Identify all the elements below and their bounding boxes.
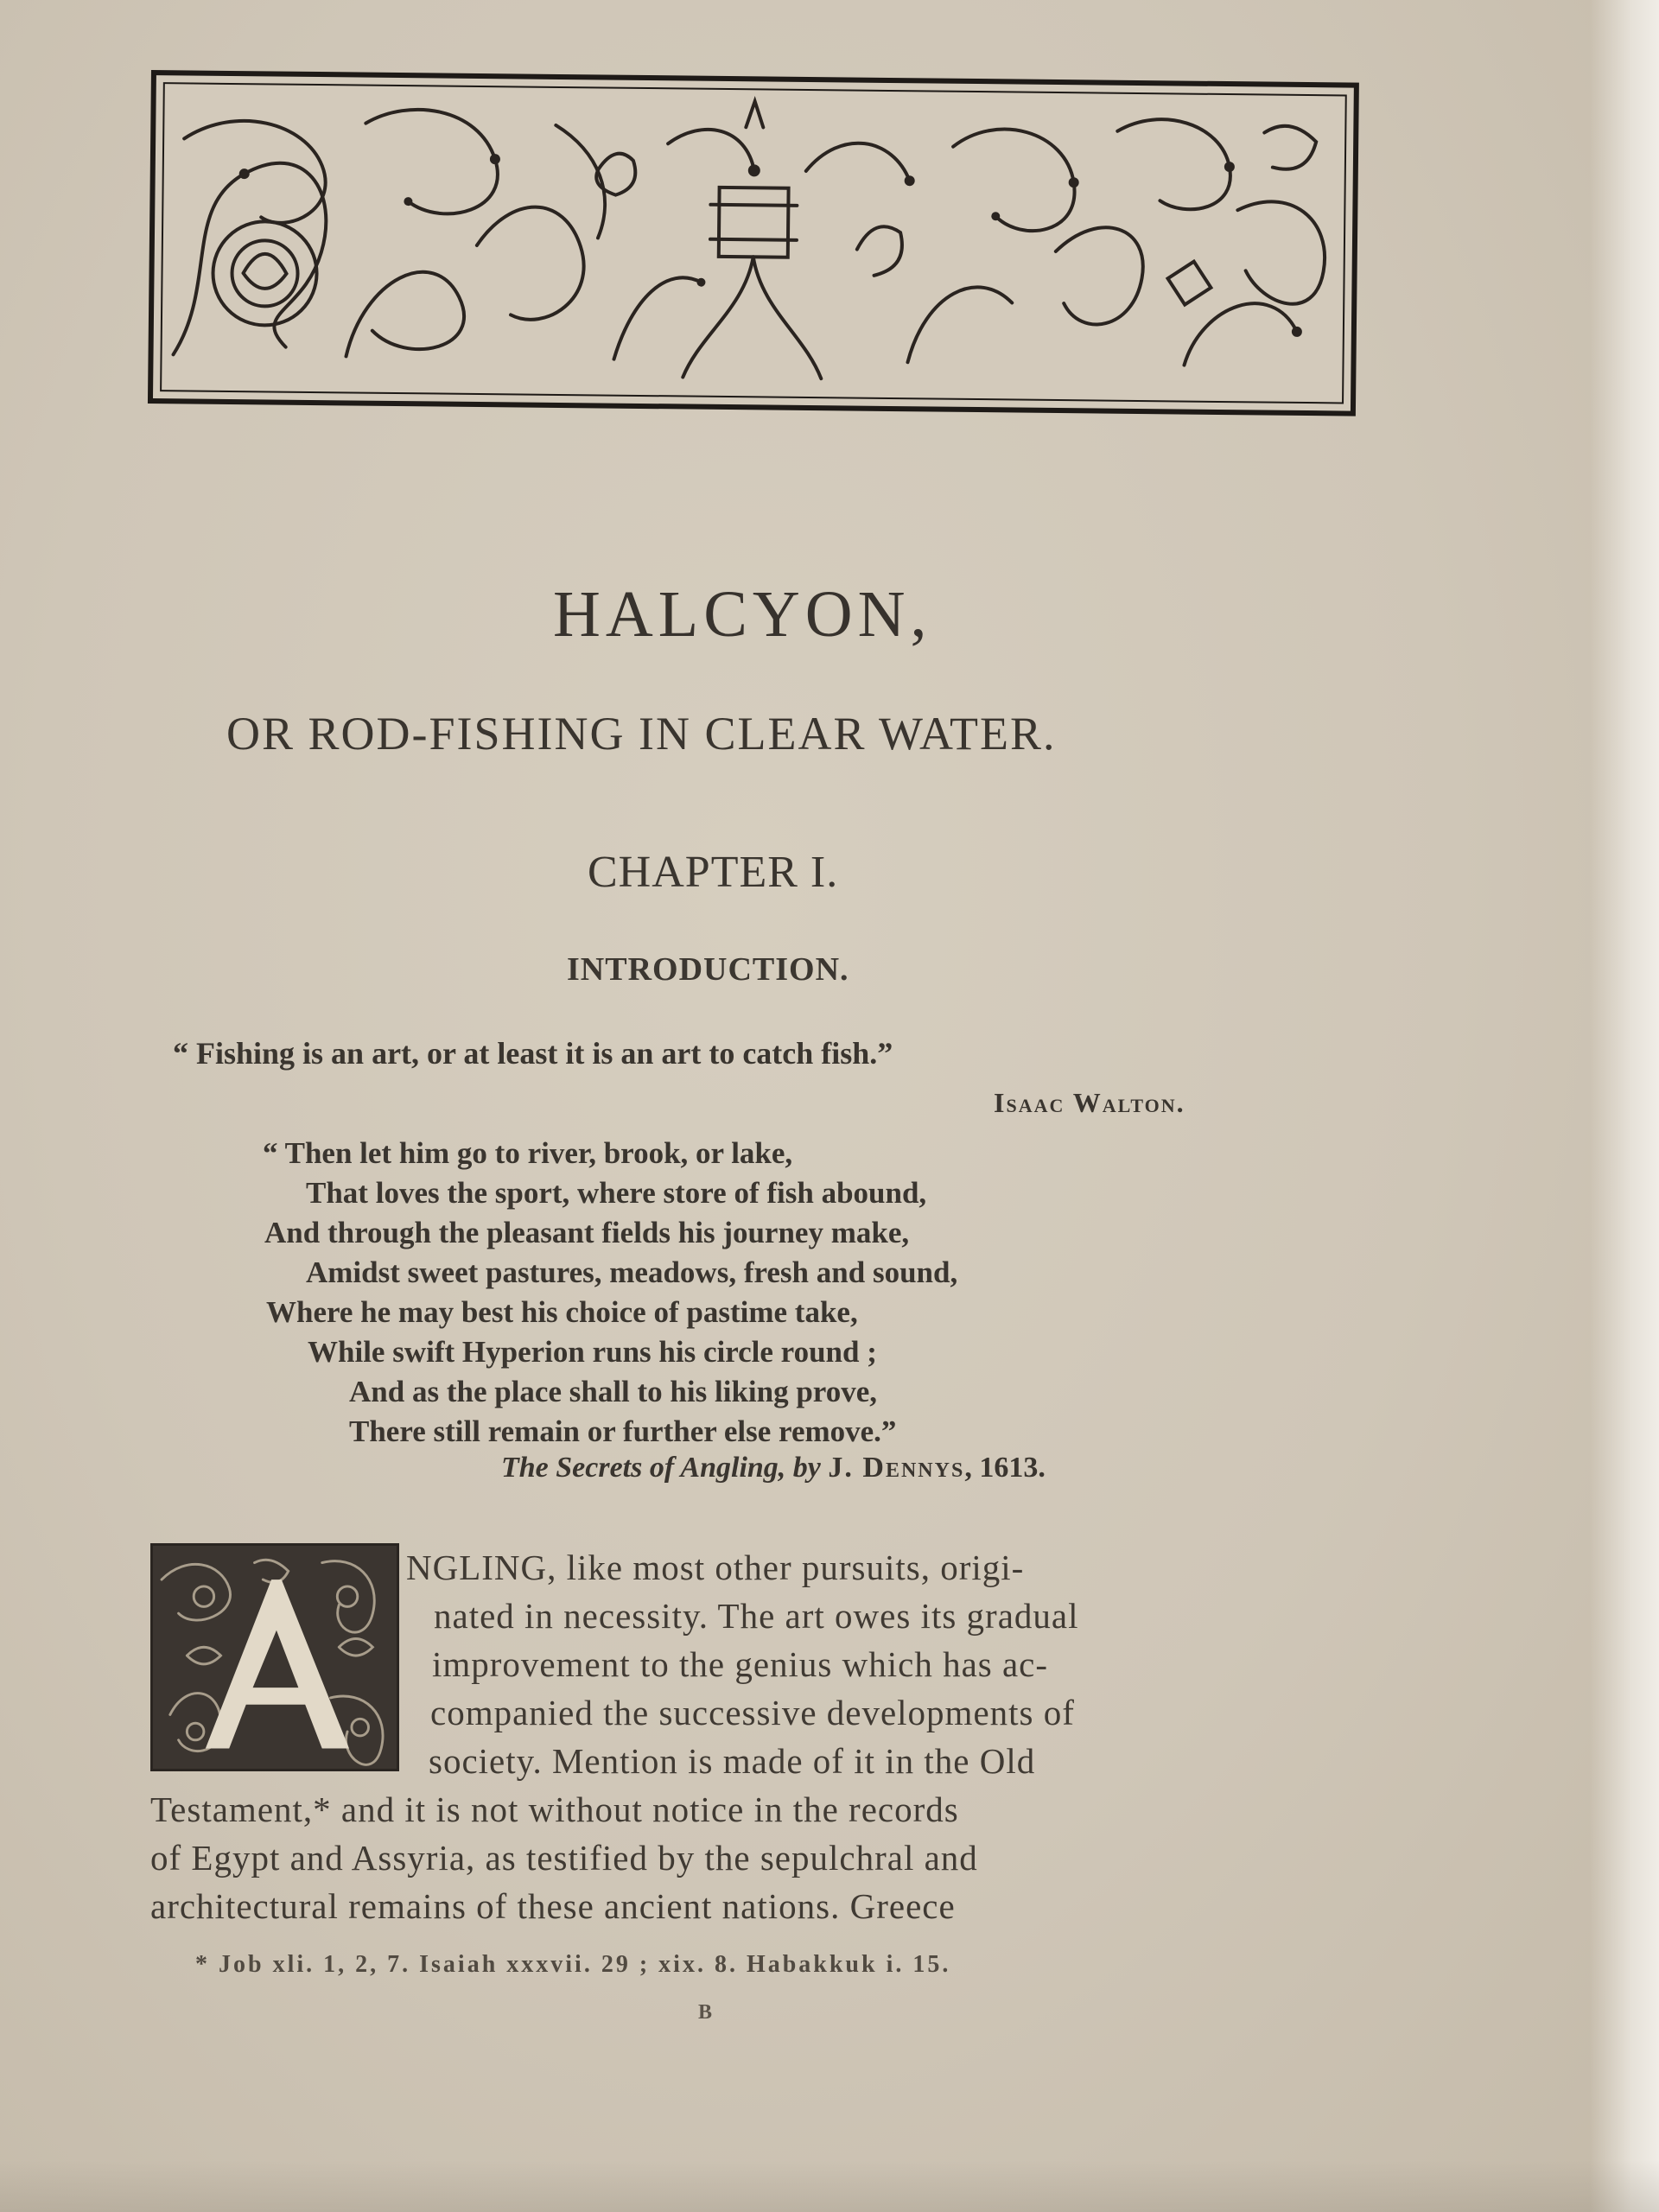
body-line: companied the successive developments of (430, 1693, 1075, 1732)
ornamental-headpiece (147, 69, 1360, 417)
svg-text:A: A (153, 1533, 163, 1549)
body-line: improvement to the genius which has ac- (432, 1644, 1049, 1684)
verse-line: That loves the sport, where store of fish abound, (306, 1176, 927, 1210)
verse-line: While swift Hyperion runs his circle round ; (308, 1335, 877, 1369)
book-title: HALCYON, (553, 578, 932, 651)
epigraph-attribution: Isaac Walton. (994, 1087, 1185, 1118)
body-line: NGLING, like most other pursuits, origi- (406, 1548, 1025, 1587)
body-line: architectural remains of these ancient nations. Greece (150, 1886, 956, 1926)
verse-line: “ Then let him go to river, brook, or lake, (263, 1136, 793, 1170)
signature-mark: B (698, 2001, 713, 2024)
body-line: Testament,* and it is not without notice in the records (150, 1789, 959, 1829)
epigraph-quote: “ Fishing is an art, or at least it is an art to catch fish.” (173, 1036, 893, 1071)
verse-line: Where he may best his choice of pastime take, (266, 1295, 858, 1329)
footnote: * Job xli. 1, 2, 7. Isaiah xxxvii. 29 ; xix. 8. Habakkuk i. 15. (195, 1951, 951, 1978)
book-subtitle: OR ROD-FISHING IN CLEAR WATER. (226, 708, 1057, 760)
section-heading: INTRODUCTION. (567, 951, 849, 988)
attribution-work: The Secrets of Angling, by (501, 1452, 821, 1484)
page-edge (1590, 0, 1659, 2212)
body-line: nated in necessity. The art owes its gradual (434, 1596, 1079, 1636)
attribution-author: J. Dennys (828, 1452, 965, 1484)
page-shadow (0, 2160, 1659, 2212)
attribution-year: , 1613. (964, 1452, 1046, 1484)
body-line: of Egypt and Assyria, as testified by the sepulchral and (150, 1838, 978, 1878)
chapter-heading: CHAPTER I. (588, 848, 839, 897)
verse-line: And as the place shall to his liking prove, (349, 1375, 877, 1408)
body-line: society. Mention is made of it in the Old (429, 1741, 1036, 1781)
verse-attribution (501, 1452, 1279, 1484)
decorated-initial-a (150, 1533, 399, 1771)
verse-line: There still remain or further else remove.” (349, 1414, 897, 1448)
verse-line: Amidst sweet pastures, meadows, fresh and sound, (306, 1255, 958, 1289)
verse-line: And through the pleasant fields his journey make, (264, 1216, 910, 1249)
